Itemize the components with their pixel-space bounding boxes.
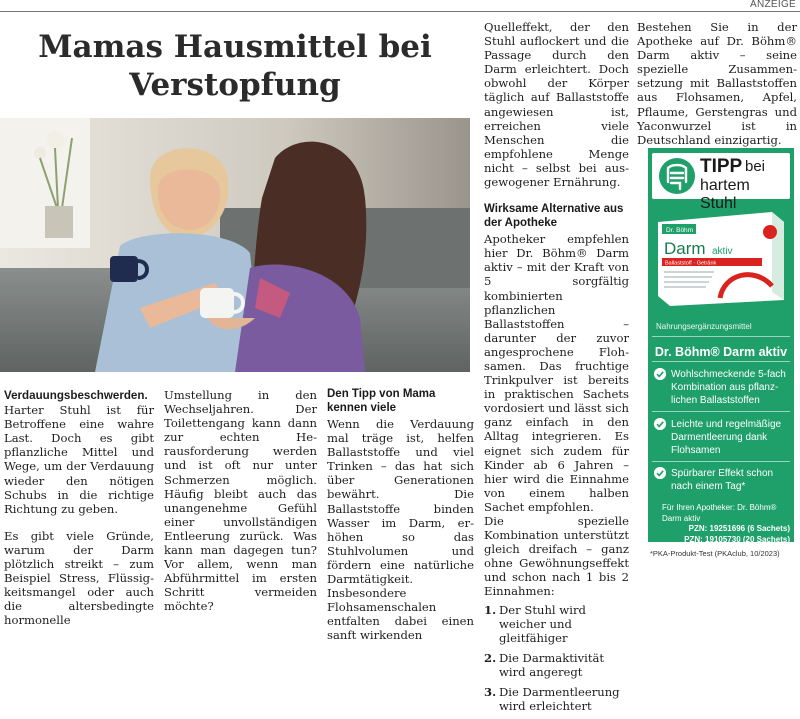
list-text: Die Darmentleerung wird erleichtert [499,685,620,714]
pzn-6-sachets: PZN: 19251696 (6 Sachets) [688,524,790,533]
intro-paragraph [4,388,154,516]
list-number: 3. [484,685,497,700]
intestine-icon [658,156,696,196]
column-3 [327,388,474,643]
col2-paragraph: Umstellung in den Wechseljahren. Der Toilettengang kann dann zur echten Herausforderung werden und ist oft nur unter Schmerzen möglich. Häufig bleibt auch das unangenehme Gefühl einer unvollständigen Entleerung zurück. Was kann man dagegen tun? Vor allem, wenn man Abführmittel im ersten Schritt vermeiden möchte? [164,388,317,614]
product-package [654,208,788,308]
tip-word-bei: bei [745,158,766,175]
col4-paragraph-3: Die spezielle Kombination unterstützt gleich dreifach – ganz ohne Gewöhnungseffekt und schon nach 1 bis 2 Einnahmen: [484,514,629,599]
list-text: Die Darmaktivität wird angeregt [499,650,605,679]
pack-subtitle: Ballaststoff · Getränk [665,260,717,267]
effect-list [484,603,629,714]
intro-lead: Verdauungsbeschwerden. [4,389,148,402]
check-icon [654,368,666,380]
column-4 [484,20,629,719]
subhead-mama-tip: Den Tipp von Mama kennen viele [327,388,436,414]
photo-illustration [0,118,470,372]
headline [10,28,460,104]
benefit-text: Spürbarer Effekt schon nach einem Tag* [671,468,774,492]
pack-brand: Dr. Böhm [666,227,694,234]
benefit-text: Leichte und regelmäßige Darmentleerung dank Flohsamen [671,419,782,456]
tip-banner [652,153,790,212]
pack-name-2: aktiv [712,246,733,257]
intro-text: Harter Stuhl ist für Betroffene eine wahre Last. Doch es gibt pflanzliche Mittel und Wege, um der Verdauung wieder den nötigen Schubs in die richtige Richtung zu geben. [4,403,154,516]
subhead-pharmacy: Wirksame Alternative aus der Apotheke [484,203,624,229]
divider [652,461,790,462]
pack-name: Darm [664,239,706,258]
ad-footer [662,503,794,545]
advert-label: ANZEIGE [750,0,796,10]
product-ad-box [648,148,794,542]
tip-word: TIPP [700,156,743,177]
check-icon [654,467,666,479]
col4-paragraph-2: Apotheker empfehlen hier Dr. Böhm® Darm aktiv – mit der Kraft von 5 sorgfältig kombinierten pflanzlichen Ballaststoffen – darunter der zuvor angesprochene Flohsamen. Das fruchtige Trinkpulver ist bereits in praktischen Sachets vordosiert und lässt sich ganz einfach in den Alltag integrieren. Es eignet sich zudem für Kinder ab 6 Jahren – hier wird die Einnahme von einem halben Sachet empfohlen. [484,232,629,514]
col4-paragraph-1: Quelleffekt, der den Stuhl auflockert und die Passage durch den Darm erleichtert. Doch obwohl der Körper täglich auf Ballaststoffe angewiesen ist, erreichen viele Menschen die empfohlene Menge nicht – selbst bei ausgewogener Ernährung. [484,20,629,190]
footnote: *PKA-Produkt-Test (PKAclub, 10/2023) [650,549,780,558]
divider [652,336,790,337]
benefit-text: Wohlschmeckende 5-fach Kombination aus pflanzlichen Ballaststoffen [671,369,786,406]
list-number: 1. [484,602,497,617]
col3-paragraph: Wenn die Verdauung mal träge ist, helfen Ballaststoffe und viel Trinken – das hat sich über Generationen bewährt. Die Ballaststoffe binden Wasser im Darm, erhöhen so das Stuhlvolumen und fördern eine natürliche Darmtätigkeit. Insbesondere Flohsamenschalen entfalten dabei einen sanft wirkenden [327,417,474,643]
tip-line-2: hartem Stuhl [700,177,750,212]
ad-brand-name: Dr. Böhm® Darm aktiv [654,345,788,359]
list-item [484,603,629,645]
column-2 [164,388,317,614]
list-number: 2. [484,650,497,665]
column-5 [637,20,797,147]
headline-line-1: Mamas Hausmittel bei [38,29,432,65]
headline-line-2: Verstopfung [129,67,341,103]
pharmacist-line: Für Ihren Apotheker: Dr. Böhm® Darm aktiv [662,503,777,523]
list-item [484,651,629,679]
pzn-20-sachets: PZN: 19105730 (20 Sachets) [684,534,790,544]
divider [652,361,790,362]
check-icon [654,418,666,430]
list-item [484,685,629,713]
photo-mother-daughter [0,118,470,372]
col1-paragraph-2: Es gibt viele Gründe, warum der Darm plötzlich streikt – zum Beispiel Stress, Flüssigkeitsmangel oder auch die altersbedingte hormonelle [4,528,154,628]
column-1 [4,388,154,628]
supplement-note: Nahrungsergänzungsmittel [656,322,752,331]
header-rule [0,11,800,12]
list-text: Der Stuhl wird weicher und gleitfähiger [499,602,586,645]
col5-paragraph: Bestehen Sie in der Apotheke auf Dr. Böhm® Darm aktiv – seine spezielle Zusammensetzung mit Ballaststoffen aus Flohsamen, Apfel, Pflaume, Gerstengras und Yaconwurzel ist in Deutschland einzigartig. [637,20,797,147]
ad-header [0,0,800,12]
divider [652,411,790,412]
